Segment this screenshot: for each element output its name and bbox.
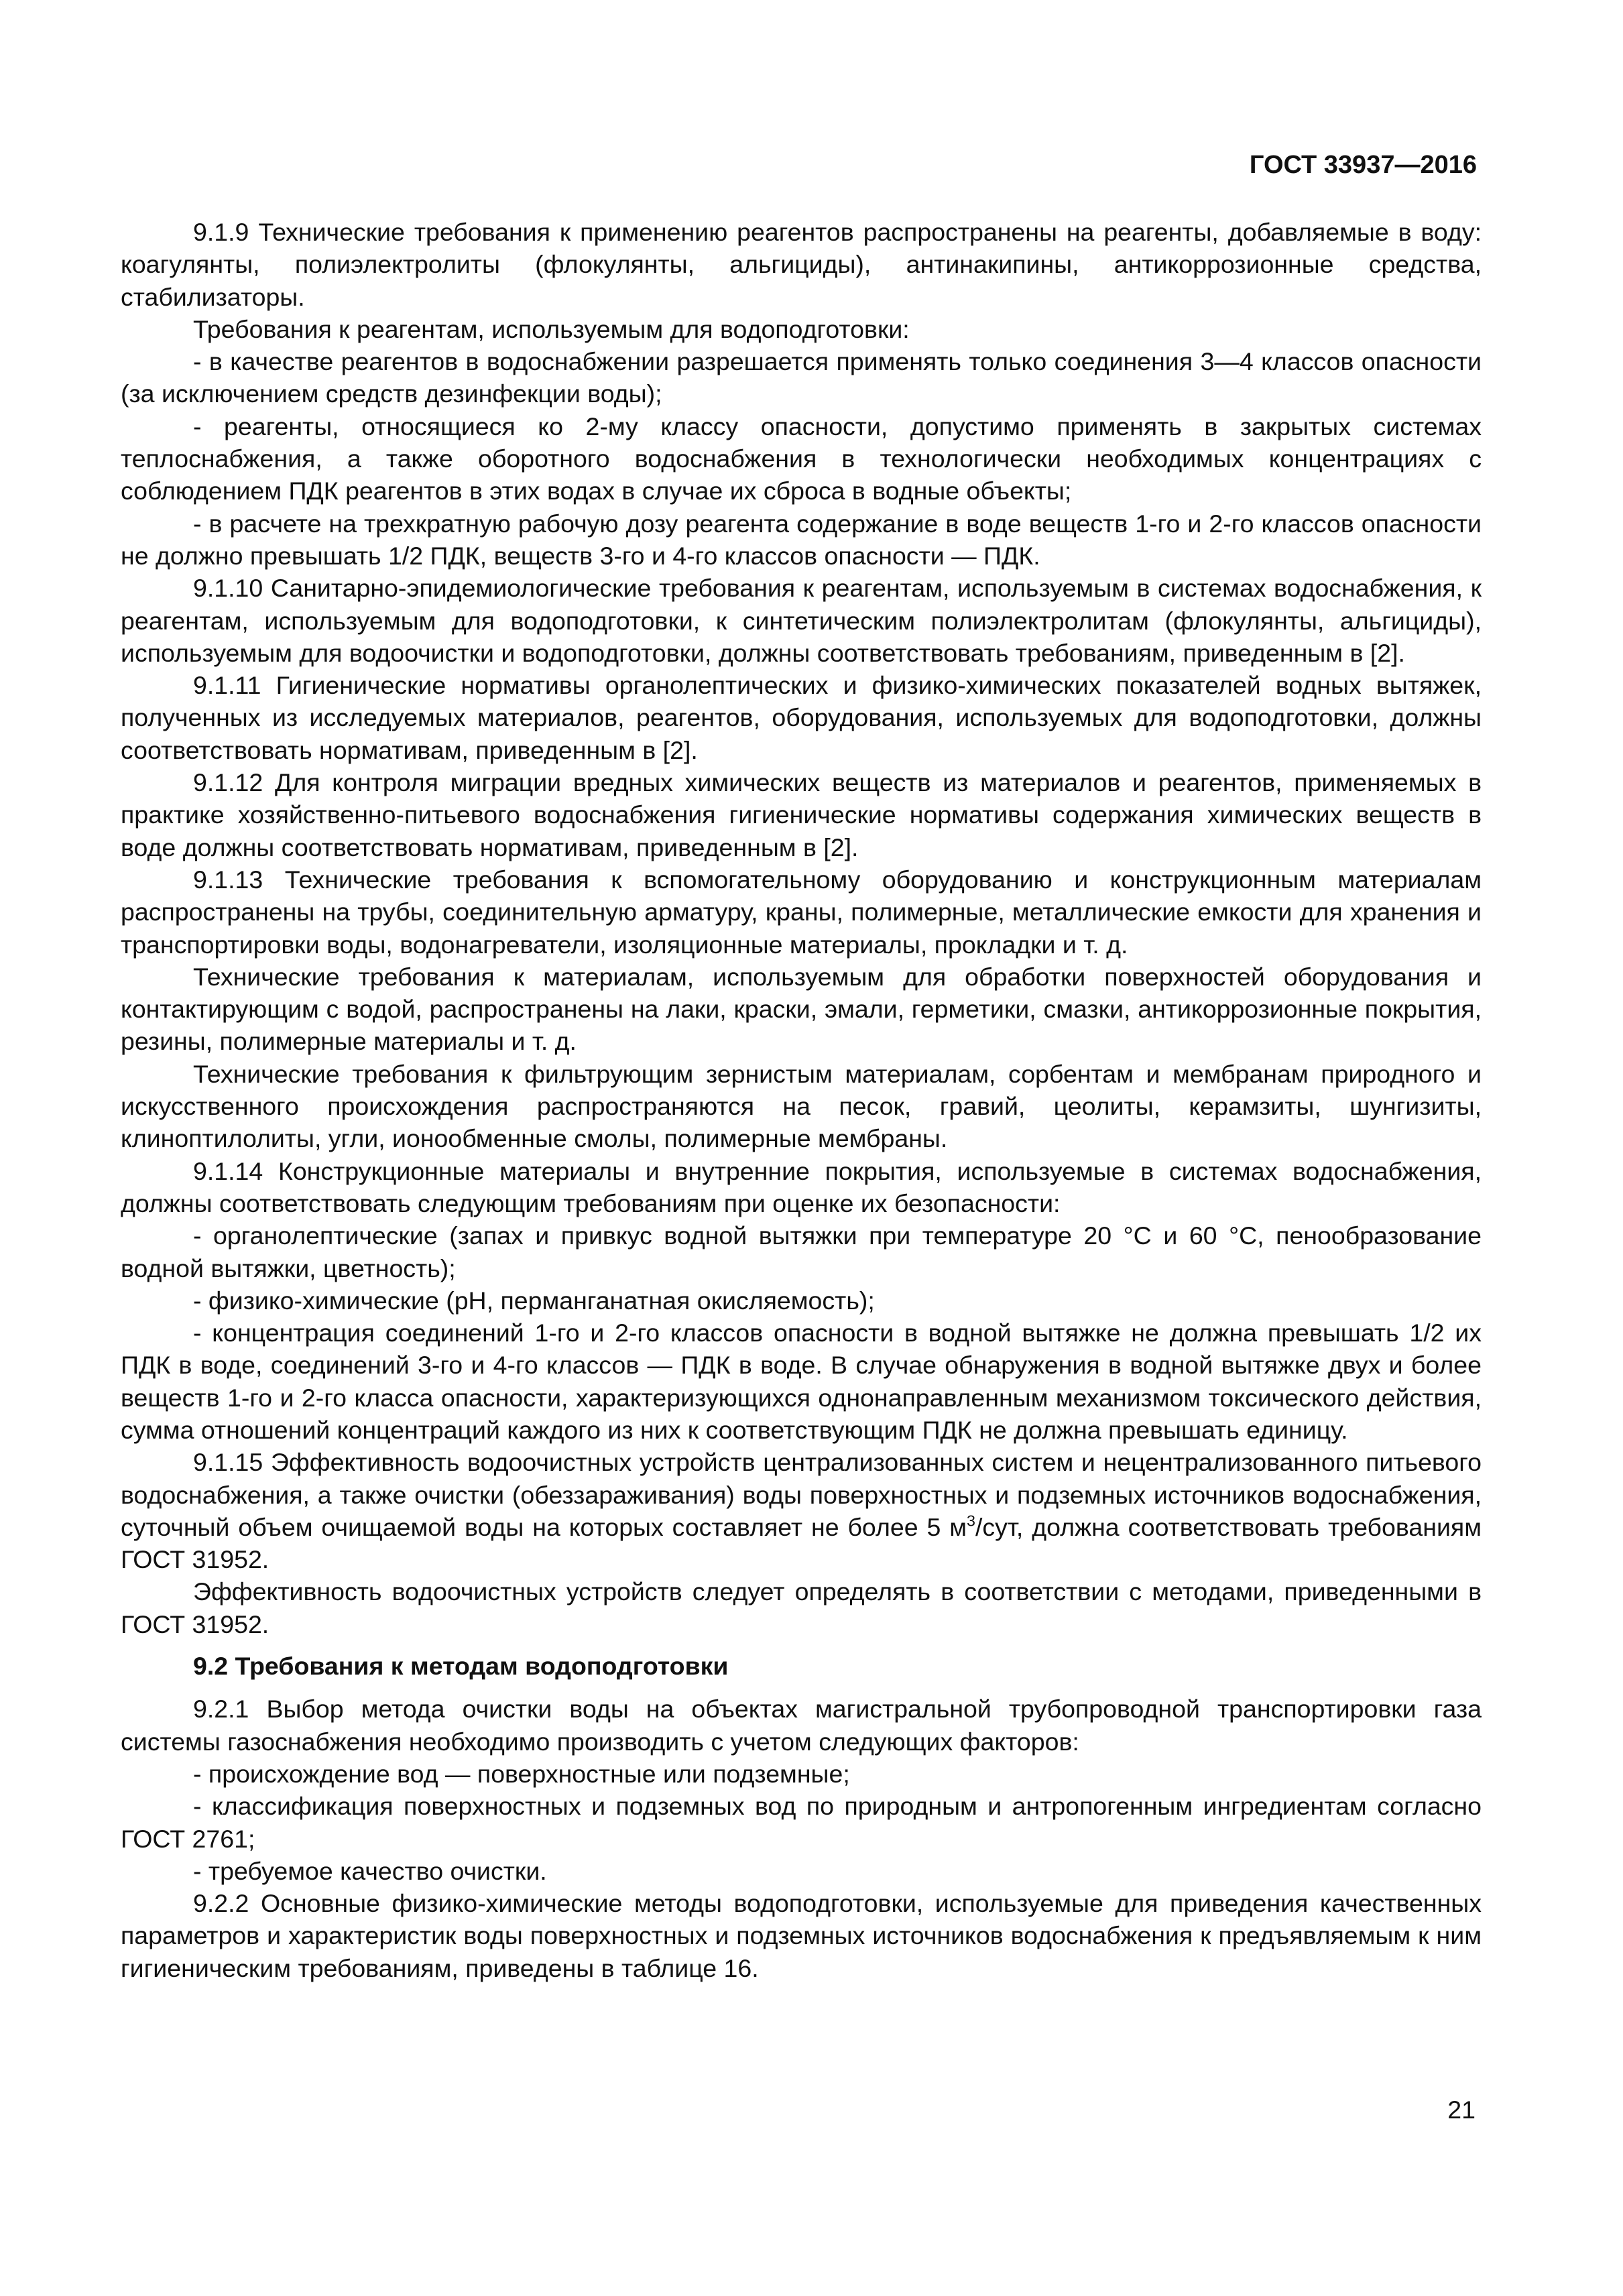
paragraph-9-1-9: 9.1.9 Технические требования к применению реагентов распространены на реагенты, добавляемые в воду: коагулянты, полиэлектролиты (флокулянты, альгициды), антинакипины, антикоррозионные средства, стабилизаторы. xyxy=(121,218,1482,311)
list-item-triple-dose: - в расчете на трехкратную рабочую дозу реагента содержание в воде веществ 1-го и 2-го классов опасности не должно превышать 1/2 ПДК, веществ 3-го и 4-го классов опасности — ПДК. xyxy=(121,509,1482,570)
paragraph-9-1-11: 9.1.11 Гигиенические нормативы органолептических и физико-химических показателей водных вытяжек, полученных из исследуемых материалов, реагентов, оборудования, используемых для водоподготовки, должны соответствовать нормативам, приведенным в [2]. xyxy=(121,671,1482,764)
document-code-header: ГОСТ 33937—2016 xyxy=(1249,151,1477,179)
paragraph-9-1-15-text-end: /сут, должна соответствовать требованиям ГОСТ 31952. xyxy=(121,1512,1482,1574)
paragraph-filter-materials: Технические требования к фильтрующим зернистым материалам, сорбентам и мембранам природного и искусственного происхождения распространяются на песок, гравий, цеолиты, керамзиты, шунгизиты, клиноптилолиты, угли, ионообменные смолы, полимерные мембраны. xyxy=(121,1059,1482,1153)
page-number: 21 xyxy=(1447,2096,1476,2124)
list-item-reagent-classes: - в качестве реагентов в водоснабжении разрешается применять только соединения 3—4 классов опасности (за исключением средств дезинфекции воды); xyxy=(121,347,1482,408)
paragraph-surface-materials: Технические требования к материалам, используемым для обработки поверхностей оборудования и контактирующим с водой, распространены на лаки, краски, эмали, герметики, смазки, антикоррозионные покрытия, резины, полимерные материалы и т. д. xyxy=(121,962,1482,1056)
document-body xyxy=(121,216,1482,1984)
paragraph-9-1-10: 9.1.10 Санитарно-эпидемиологические требования к реагентам, используемым в системах водоснабжения, к реагентам, используемым для водоподготовки, к синтетическим полиэлектролитам (флокулянты, альгициды), используемым для водоочистки и водоподготовки, должны соответствовать требованиям, приведенным в [2]. xyxy=(121,574,1482,667)
paragraph-9-2-1: 9.2.1 Выбор метода очистки воды на объектах магистральной трубопроводной транспортировки газа системы газоснабжения необходимо производить с учетом следующих факторов: xyxy=(121,1695,1482,1756)
paragraph-9-2-2: 9.2.2 Основные физико-химические методы водоподготовки, используемые для приведения качественных параметров и характеристик воды поверхностных и подземных источников водоснабжения к предъявляемым к ним гигиеническим требованиям, приведены в таблице 16. xyxy=(121,1889,1482,1982)
paragraph-reagent-requirements-intro: Требования к реагентам, используемым для водоподготовки: xyxy=(193,314,910,343)
paragraph-9-1-12: 9.1.12 Для контроля миграции вредных химических веществ из материалов и реагентов, применяемых в практике хозяйственно-питьевого водоснабжения гигиенические нормативы содержания химических веществ в воде должны соответствовать нормативам, приведенным в [2]. xyxy=(121,768,1482,861)
list-item-water-classification: - классификация поверхностных и подземных вод по природным и антропогенным ингредиентам согласно ГОСТ 2761; xyxy=(121,1792,1482,1853)
list-item-organoleptic: - органолептические (запах и привкус водной вытяжки при температуре 20 °С и 60 °С, пенообразование водной вытяжки, цветность); xyxy=(121,1221,1482,1282)
list-item-treatment-quality: - требуемое качество очистки. xyxy=(193,1856,547,1885)
paragraph-9-1-14: 9.1.14 Конструкционные материалы и внутренние покрытия, используемые в системах водоснабжения, должны соответствовать следующим требованиям при оценке их безопасности: xyxy=(121,1156,1482,1217)
paragraph-9-1-13: 9.1.13 Технические требования к вспомогательному оборудованию и конструкционным материалам распространены на трубы, соединительную арматуру, краны, полимерные, металлические емкости для хранения и транспортировки воды, водонагреватели, изоляционные материалы, прокладки и т. д. xyxy=(121,865,1482,959)
superscript-cubic: 3 xyxy=(967,1512,975,1530)
paragraph-efficiency-methods: Эффективность водоочистных устройств следует определять в соответствии с методами, приведенными в ГОСТ 31952. xyxy=(121,1577,1482,1638)
list-item-physicochemical: - физико-химические (рН, перманганатная окисляемость); xyxy=(193,1286,875,1315)
list-item-class-2-reagents: - реагенты, относящиеся ко 2-му классу опасности, допустимо применять в закрытых системах теплоснабжения, а также оборотного водоснабжения в технологически необходимых концентрациях с соблюдением ПДК реагентов в этих водах в случае их сброса в водные объекты; xyxy=(121,412,1482,505)
list-item-concentration: - концентрация соединений 1-го и 2-го классов опасности в водной вытяжке не должна превышать 1/2 их ПДК в воде, соединений 3-го и 4-го классов — ПДК в воде. В случае обнаружения в водной вытяжке двух и более веществ 1-го и 2-го класса опасности, характеризующихся однонаправленным механизмом токсического действия, сумма отношений концентраций каждого из них к соответствующим ПДК не должна превышать единицу. xyxy=(121,1319,1482,1444)
list-item-water-origin: - происхождение вод — поверхностные или подземные; xyxy=(193,1759,850,1788)
paragraph-9-1-15 xyxy=(121,1446,1482,1575)
section-heading-9-2: 9.2 Требования к методам водоподготовки xyxy=(193,1652,729,1681)
paragraph-9-1-15-text-start: 9.1.15 Эффективность водоочистных устройств централизованных систем и нецентрализованного питьевого водоснабжения, а также очистки (обеззараживания) воды поверхностных и подземных источников водоснабжения, суточный объем очищаемой воды на которых составляет не более 5 м xyxy=(121,1448,1482,1541)
